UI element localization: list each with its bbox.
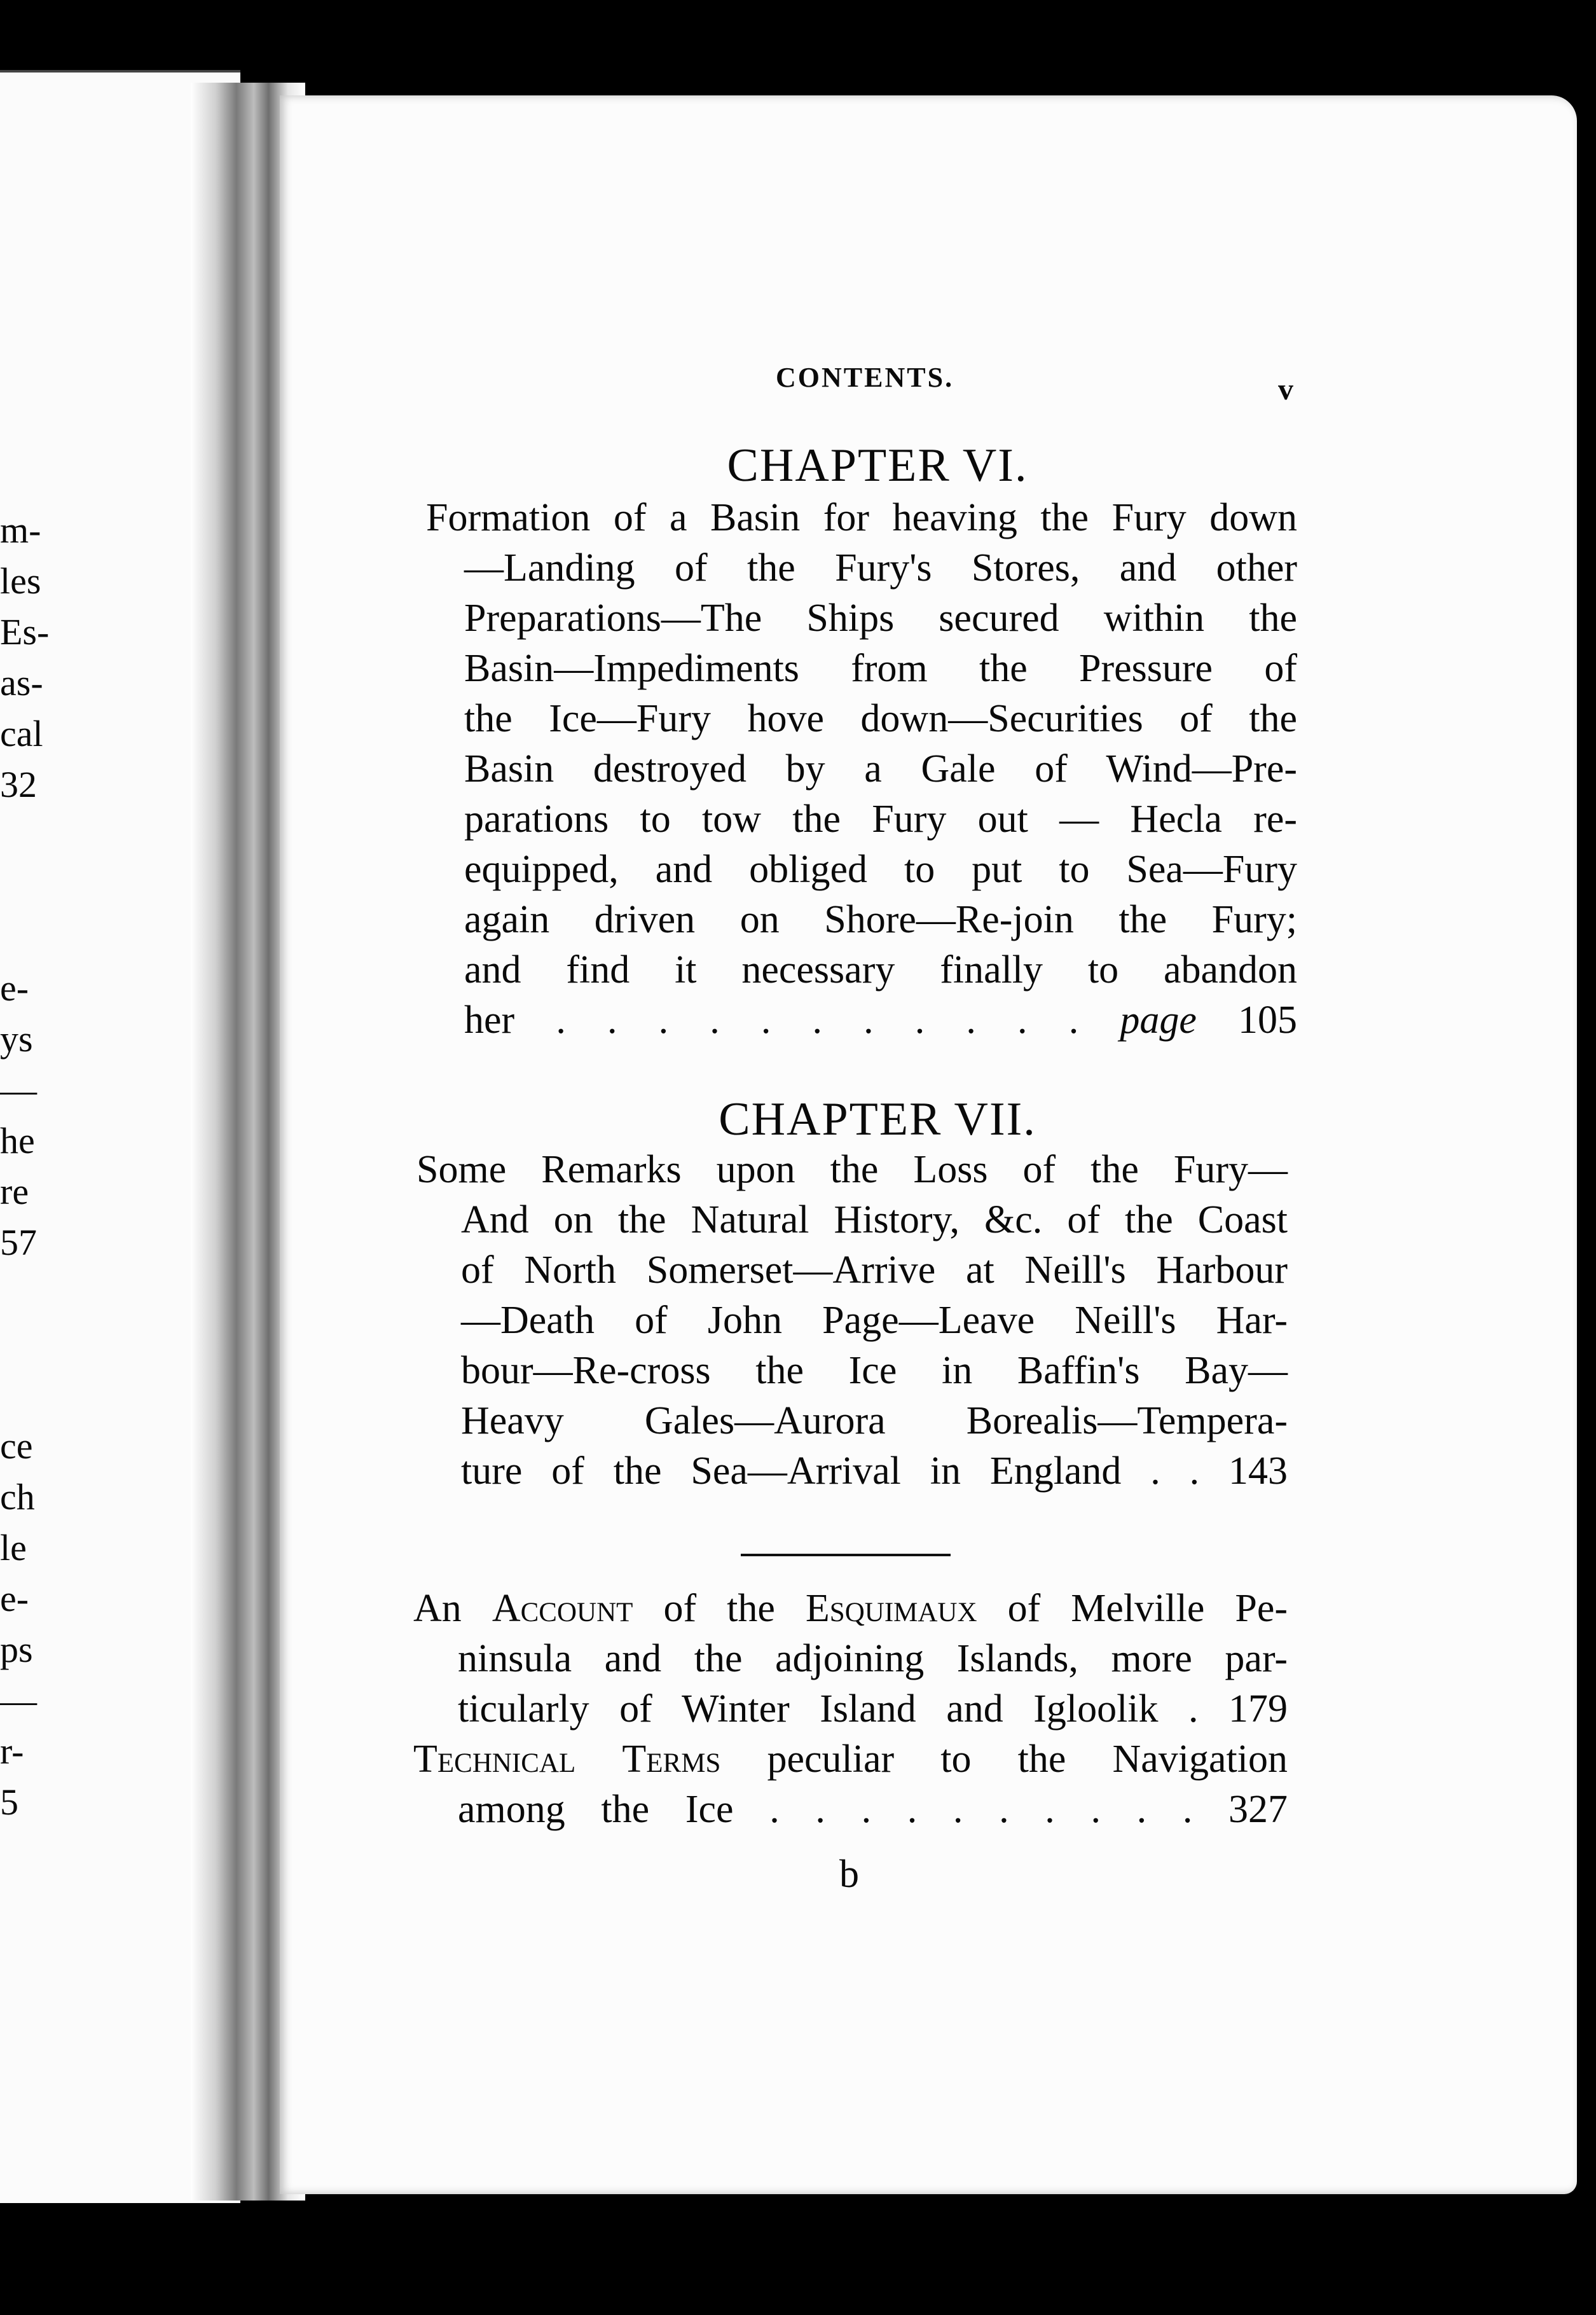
fragment [0, 1319, 89, 1370]
fragment: les [0, 560, 41, 602]
account-title-word: Account [492, 1587, 633, 1630]
chapter-6-title: CHAPTER VI. [727, 439, 1028, 492]
dot-leader: . [1188, 1687, 1199, 1731]
dot-leader: . . . . . . . . . . . [556, 999, 1079, 1042]
summary-line: Heavy Gales—Aurora Borealis—Tempera- [461, 1399, 1288, 1442]
section-divider [741, 1554, 951, 1556]
fragment: 32 [0, 764, 37, 805]
chapter-6-summary [426, 493, 1297, 1046]
page-number: 143 [1228, 1449, 1288, 1493]
summary-line: again driven on Shore—Re-join the Fury; [464, 898, 1297, 941]
terms-title-word: Terms [622, 1738, 721, 1781]
dot-leader: . . [1150, 1449, 1200, 1493]
summary-line: —Death of John Page—Leave Neill's Har- [461, 1299, 1288, 1342]
fragment: ys [0, 1018, 33, 1060]
account-rest: of Melville Pe- [1007, 1587, 1288, 1630]
account-prefix: An [413, 1587, 462, 1630]
fragment: cal [0, 713, 43, 754]
terms-entry-last-line [458, 1785, 1288, 1835]
fragment: e- [0, 1578, 29, 1619]
page-number: 105 [1238, 999, 1298, 1042]
fragment: as- [0, 662, 43, 703]
summary-line: of North Somerset—Arrive at Neill's Harbour [461, 1248, 1288, 1292]
fragment: Es- [0, 611, 50, 653]
account-mid: of the [663, 1587, 775, 1630]
account-entry-line: ninsula and the adjoining Islands, more par- [458, 1637, 1288, 1680]
fragment: ce [0, 1425, 33, 1467]
running-head: CONTENTS. [776, 362, 954, 393]
account-entry-last-line [458, 1684, 1288, 1734]
terms-title-word: Technical [413, 1738, 576, 1781]
chapter-7-title: CHAPTER VII. [719, 1093, 1036, 1145]
page-number: 179 [1228, 1687, 1288, 1731]
terms-text: among the Ice [458, 1788, 734, 1831]
fragment: ps [0, 1629, 33, 1670]
summary-line: bour—Re-cross the Ice in Baffin's Bay— [461, 1349, 1288, 1392]
fragment: 5 [0, 1781, 18, 1823]
page-number: 327 [1228, 1788, 1288, 1831]
fragment [0, 1268, 89, 1319]
summary-text: ture of the Sea—Arrival in England [461, 1449, 1122, 1493]
chapter-7-summary [416, 1145, 1288, 1496]
summary-line: Preparations—The Ships secured within the [464, 597, 1297, 640]
fragment: he [0, 1120, 35, 1161]
account-text: ticularly of Winter Island and Igloolik [458, 1687, 1159, 1731]
summary-line: Basin destroyed by a Gale of Wind—Pre- [464, 747, 1297, 791]
fragment: ch [0, 1476, 35, 1517]
fragment: r- [0, 1731, 24, 1772]
fragment [0, 861, 89, 912]
fragment [0, 1370, 89, 1421]
dot-leader: . . . . . . . . . . [769, 1788, 1193, 1831]
appendix-entries [413, 1584, 1288, 1835]
fragment: m- [0, 509, 41, 551]
terms-entry-line [413, 1734, 1288, 1785]
summary-text: her [464, 999, 515, 1042]
fragment: re [0, 1171, 29, 1212]
fragment [0, 912, 89, 963]
summary-line: Basin—Impediments from the Pressure of [464, 647, 1297, 690]
page-folio: v [1278, 373, 1293, 406]
fragment: — [0, 1680, 37, 1721]
summary-line: the Ice—Fury hove down—Securities of the [464, 697, 1297, 740]
summary-line: equipped, and obliged to put to Sea—Fury [464, 848, 1297, 891]
left-page-text-fragments [0, 505, 89, 1828]
terms-rest: peculiar to the Navigation [767, 1738, 1288, 1781]
fragment [0, 810, 89, 861]
fragment: — [0, 1069, 37, 1110]
signature-mark: b [839, 1853, 859, 1896]
summary-line: Some Remarks upon the Loss of the Fury— [416, 1148, 1288, 1191]
summary-line: And on the Natural History, &c. of the Coast [461, 1198, 1288, 1241]
summary-line: and find it necessary finally to abandon [464, 948, 1297, 992]
account-title-word: Esquimaux [805, 1587, 977, 1630]
fragment: e- [0, 967, 29, 1009]
summary-last-line [464, 995, 1297, 1046]
page-label: page [1120, 999, 1197, 1042]
summary-line: parations to tow the Fury out — Hecla re- [464, 798, 1297, 841]
fragment: 57 [0, 1222, 37, 1263]
summary-line: —Landing of the Fury's Stores, and other [464, 546, 1297, 590]
account-entry-line [413, 1584, 1288, 1634]
summary-last-line [461, 1446, 1288, 1496]
summary-line: Formation of a Basin for heaving the Fury down [426, 496, 1297, 539]
fragment: le [0, 1527, 27, 1568]
